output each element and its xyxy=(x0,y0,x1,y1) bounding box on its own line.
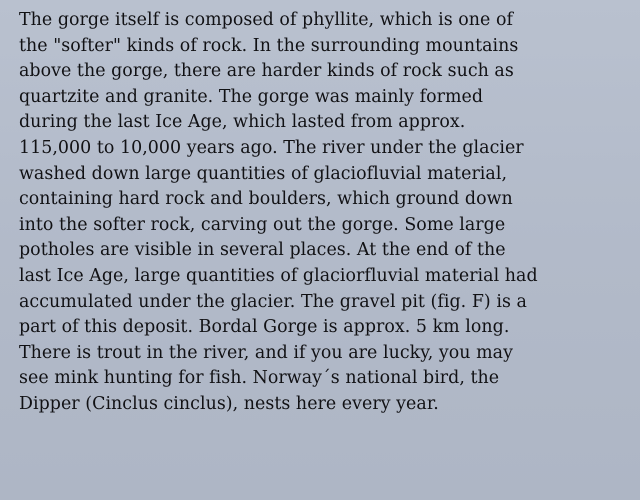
sign-line-16: Dipper (Cinclus cinclus), nests here every year. xyxy=(19,393,439,414)
sign-line-8: containing hard rock and boulders, which ground down xyxy=(19,189,513,210)
sign-line-15: see mink hunting for fish. Norway´s national bird, the xyxy=(19,368,500,389)
sign-line-10: potholes are visible in several places. At the end of the xyxy=(19,240,506,261)
sign-line-11: last Ice Age, large quantities of glaciorfluvial material had xyxy=(19,265,538,286)
sign-line-7: washed down large quantities of glaciofluvial material, xyxy=(19,163,508,184)
sign-line-1: The gorge itself is composed of phyllite, which is one of xyxy=(19,10,513,30)
sign-paragraph xyxy=(19,8,632,418)
sign-line-13: part of this deposit. Bordal Gorge is approx. 5 km long. xyxy=(19,317,510,338)
sign-line-2: the "softer" kinds of rock. In the surrounding mountains xyxy=(19,35,519,56)
sign-line-5: during the last Ice Age, which lasted from approx. xyxy=(19,112,466,133)
sign-line-4: quartzite and granite. The gorge was mainly formed xyxy=(19,86,484,107)
sign-line-9: into the softer rock, carving out the gorge. Some large xyxy=(19,214,506,235)
sign-line-3: above the gorge, there are harder kinds of rock such as xyxy=(19,61,514,82)
sign-line-12: accumulated under the glacier. The gravel pit (fig. F) is a xyxy=(19,291,527,312)
sign-line-6: 115,000 to 10,000 years ago. The river under the glacier xyxy=(19,137,524,158)
sign-line-14: There is trout in the river, and if you are lucky, you may xyxy=(19,342,513,363)
